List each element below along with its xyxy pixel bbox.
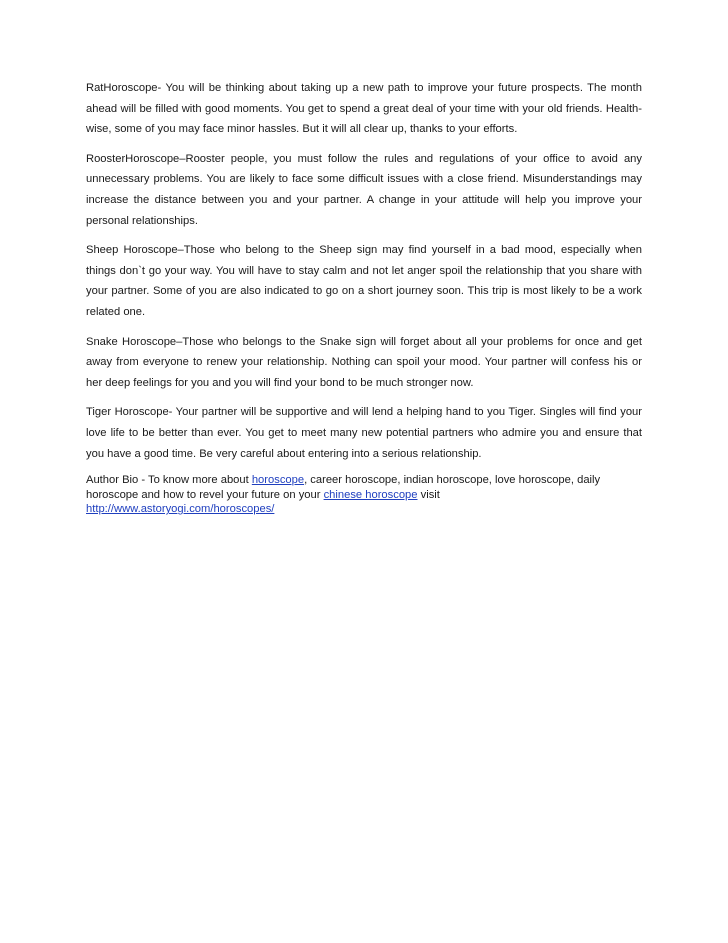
chinese-horoscope-link[interactable]: chinese horoscope — [323, 488, 418, 501]
paragraph-sheep-horoscope: Sheep Horoscope–Those who belong to the Sheep sign may find yourself in a bad mood, especially when things don`t go your way. You will have to stay calm and not let anger spoil the relationship that you share with your partner. Some of you are also indicated to go on a short journey soon. This trip is most likely to be a work related one. — [86, 244, 642, 318]
paragraph-rat-horoscope: RatHoroscope- You will be thinking about taking up a new path to improve your future prospects. The month ahead will be filled with good moments. You get to spend a great deal of your time with your old friends. Health-wise, some of you may face minor hassles. But it will all clear up, thanks to your efforts. — [86, 82, 642, 136]
author-bio — [86, 473, 642, 517]
paragraph-rooster-horoscope: RoosterHoroscope–Rooster people, you must follow the rules and regulations of your office to avoid any unnecessary problems. You are likely to face some difficult issues with a close friend. Misunderstandings may increase the distance between you and your partner. A change in your attitude will help you improve your personal relationships. — [86, 152, 642, 227]
paragraph-snake-horoscope: Snake Horoscope–Those who belongs to the Snake sign will forget about all your problems for once and get away from everyone to renew your relationship. Nothing can spoil your mood. Your partner will confess his or her deep feelings for you and you will find your bond to be much stronger now. — [86, 335, 642, 389]
astroyogi-url-link[interactable]: http://www.astoryogi.com/horoscopes/ — [86, 503, 275, 516]
author-bio-visit: visit — [417, 488, 440, 501]
paragraph-tiger-horoscope: Tiger Horoscope- Your partner will be supportive and will lend a helping hand to you Tiger. Singles will find your love life to be better than ever. You get to meet many new potential partners who admire you and ensure that you have a good time. Be very careful about entering into a serious relationship. — [86, 406, 642, 460]
document-page — [86, 78, 642, 517]
horoscope-link[interactable]: horoscope — [251, 474, 305, 487]
author-bio-prefix: Author Bio - To know more about — [86, 474, 252, 487]
author-bio-middle: , career horoscope, indian horoscope, love horoscope, daily horoscope and how to revel your future on your — [86, 474, 601, 501]
